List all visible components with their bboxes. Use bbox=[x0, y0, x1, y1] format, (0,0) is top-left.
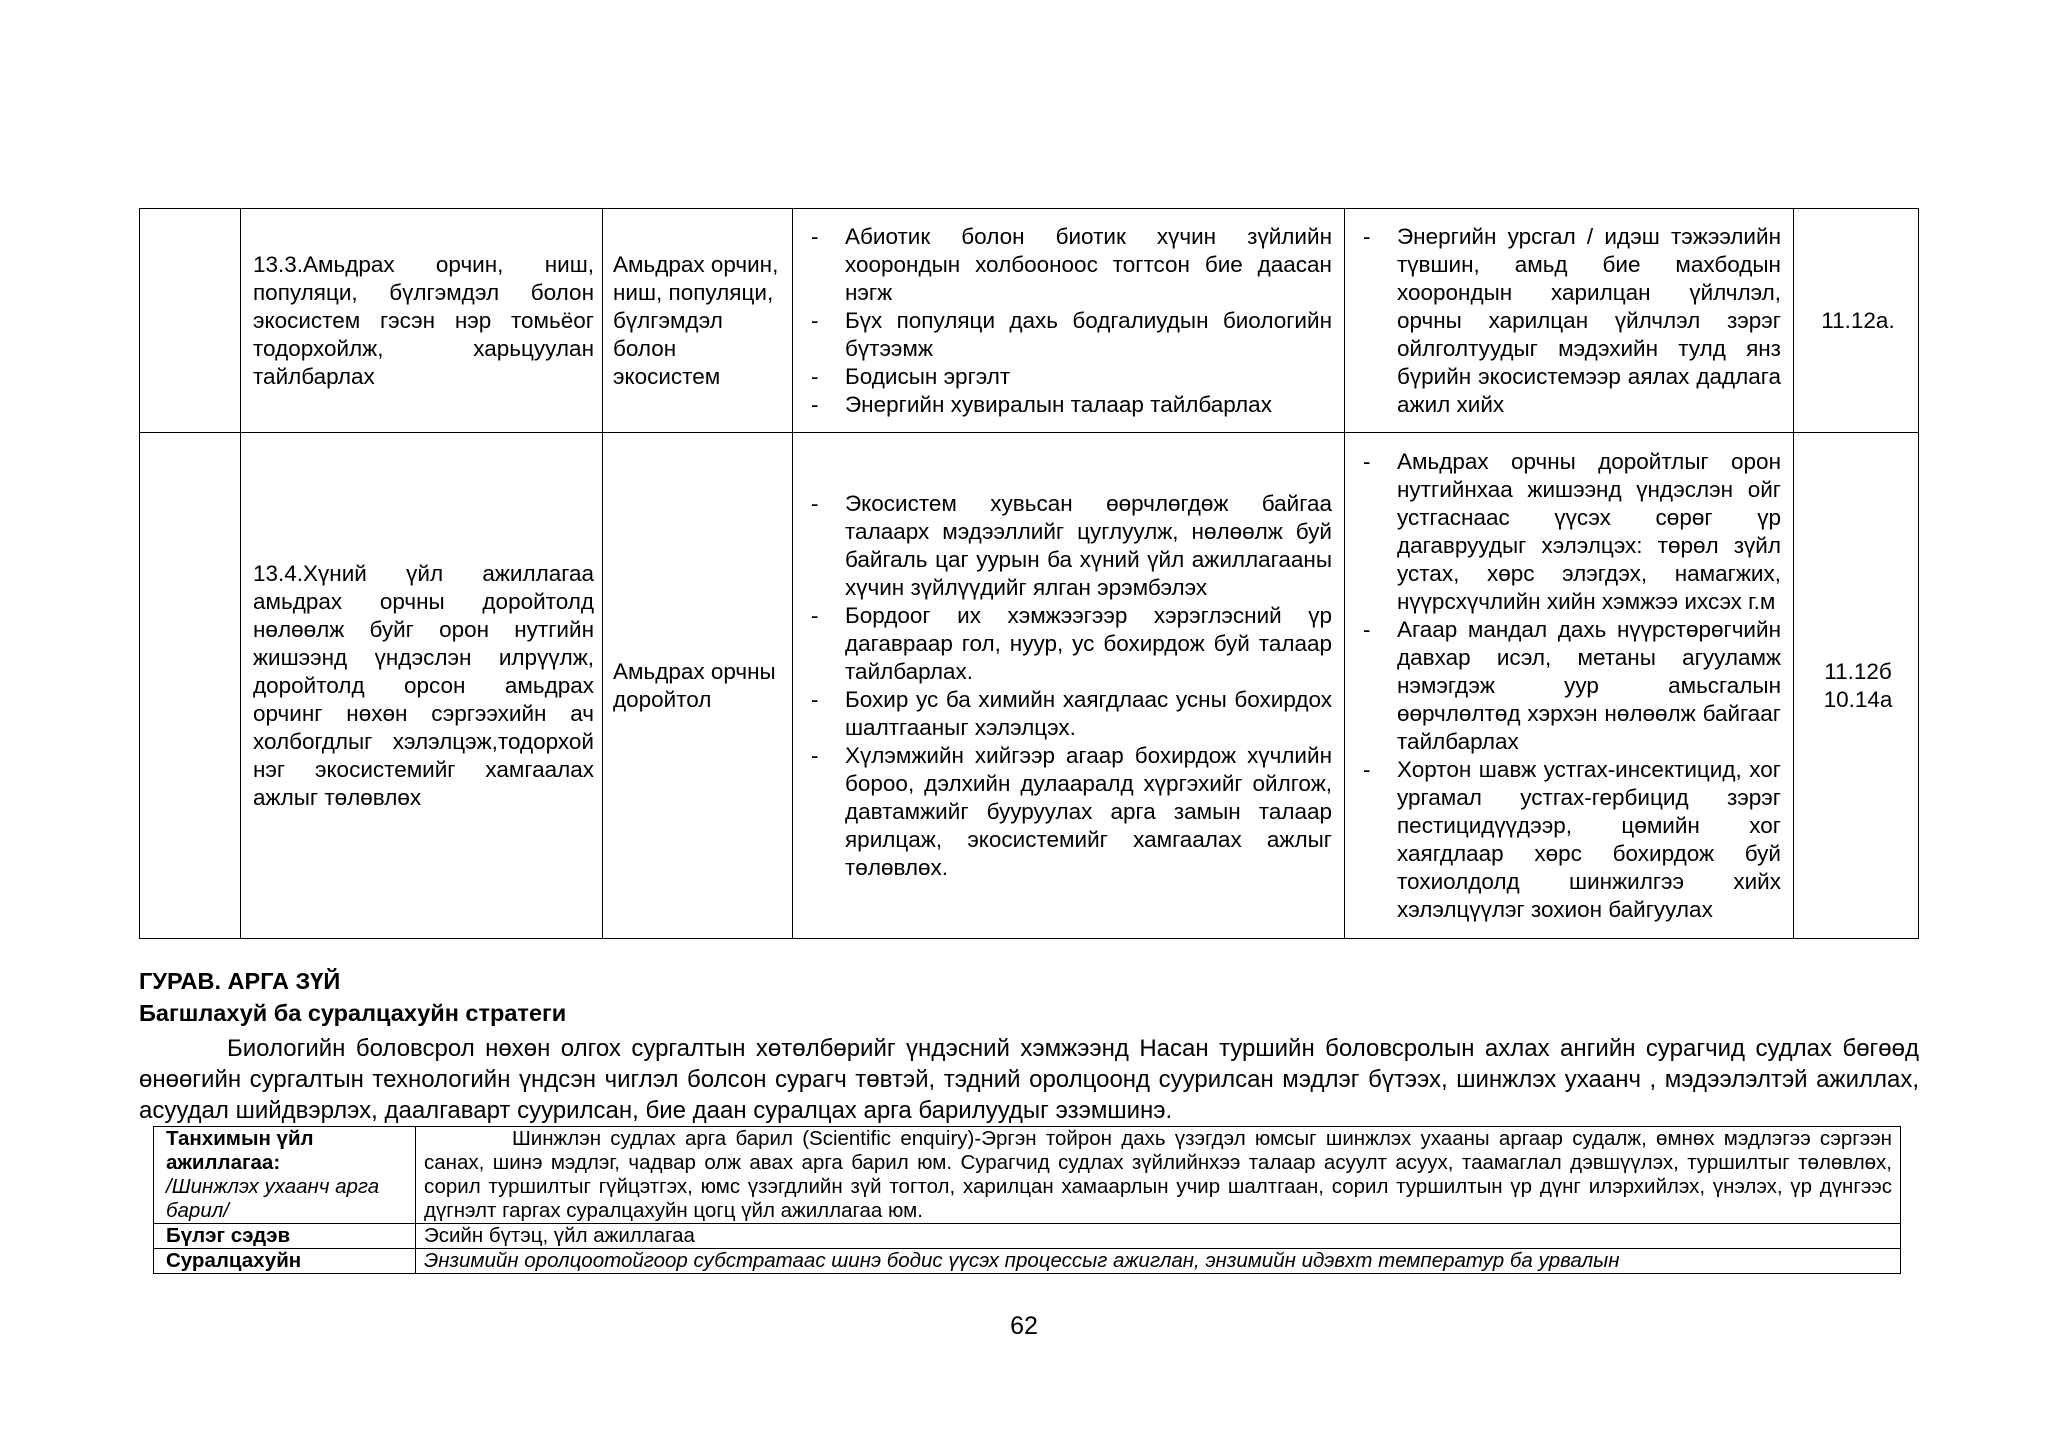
unit-label: Бүлэг сэдэв bbox=[166, 1224, 291, 1247]
activities-cell bbox=[1345, 209, 1794, 433]
topic-text: Амьдрах орчны доройтол bbox=[613, 658, 776, 712]
section-subheading: Багшлахуй ба суралцахуйн стратеги bbox=[139, 1000, 567, 1026]
table-row bbox=[154, 1127, 1901, 1224]
list-item: - Бодисын эргэлт bbox=[807, 363, 1332, 391]
content-list bbox=[807, 223, 1332, 419]
list-item: - Энергийн урсгал / идэш тэжээлийн түвшин, амьд бие махбодын хоорондын харилцан үйлчлэл, орчны харилцан үйлчлэл зэрэг ойлголтуудыг мэдэхийн тулд янз бүрийн экосистемээр аялах дадлага ажил хийх bbox=[1359, 223, 1781, 419]
activities-list bbox=[1359, 223, 1781, 419]
list-item: - Экосистем хувьсан өөрчлөгдөж байгаа талаарх мэдээллийг цуглуулж, нөлөөлж буй байгаль цаг уурын ба хүний үйл ажиллагааны хүчин зүйлүүдийг ялган эрэмбэлэх bbox=[807, 490, 1332, 602]
list-item: - Хортон шавж устгах-инсектицид, хог ургамал устгах-гербицид зэрэг пестицидүүдээр, цөмийн хог хаягдлаар хөрс бохирдож буй тохиолдолд шинжилгээ хийх хэлэлцүүлэг зохион байгуулах bbox=[1359, 756, 1781, 924]
list-item: - Бүх популяци дахь бодгалиудын биологийн бүтээмж bbox=[807, 307, 1332, 363]
list-item: - Амьдрах орчны доройтлыг орон нутгийнхаа жишээнд үндэслэн ойг устгаснаас үүсэх сөрөг үр дагавруудыг хэлэлцэх: төрөл зүйл устах, хөрс элэгдэх, намагжих, нүүрсхүчлийн хийн хэмжээ ихсэх г.м bbox=[1359, 448, 1781, 616]
topic-text: Амьдрах орчин, ниш, популяци, бүлгэмдэл болон экосистем bbox=[613, 251, 779, 389]
list-item: - Хүлэмжийн хийгээр агаар бохирдож хүчлийн бороо, дэлхийн дулааралд хүргэхийг ойлгож, давтамжийг бууруулах арга замын талаар ярилцаж, экосистемийг хамгаалах ажлыг төлөвлөх. bbox=[807, 742, 1332, 882]
list-item: - Агаар мандал дахь нүүрстөрөгчийн давхар исэл, метаны агууламж нэмэгдэж уур амьсгалын өөрчлөлтөд хэрхэн нөлөөлж байгааг тайлбарлах bbox=[1359, 616, 1781, 756]
list-item: - Бохир ус ба химийн хаягдлаас усны бохирдох шалтгааныг хэлэлцэх. bbox=[807, 686, 1332, 742]
list-item: - Бордоог их хэмжээгээр хэрэглэсний үр дагавраар гол, нуур, ус бохирдож буй талаар тайлбарлах. bbox=[807, 602, 1332, 686]
method-table bbox=[153, 1126, 1901, 1274]
reference-text: 11.12а. bbox=[1821, 307, 1895, 333]
objective-cell bbox=[241, 433, 603, 939]
unit-label-cell bbox=[154, 1224, 416, 1249]
empty-cell bbox=[140, 433, 241, 939]
learning-label-cell bbox=[154, 1249, 416, 1274]
curriculum-table bbox=[139, 208, 1919, 939]
learning-text: Энзимийн оролцоотойгоор субстратаас шинэ бодис үүсэх процессыг ажиглан, энзимийн идэвхт температур ба урвалын bbox=[424, 1249, 1620, 1272]
activity-label: Танхимын үйл ажиллагаа: bbox=[166, 1127, 314, 1174]
reference-cell bbox=[1794, 433, 1919, 939]
learning-text-cell bbox=[416, 1249, 1901, 1274]
reference-text: 11.12б bbox=[1824, 658, 1892, 684]
page-number: 62 bbox=[1010, 1312, 1038, 1340]
objective-cell bbox=[241, 209, 603, 433]
reference-text: 10.14а bbox=[1823, 686, 1893, 712]
table-row bbox=[154, 1224, 1901, 1249]
content-cell bbox=[793, 209, 1345, 433]
activity-sublabel: /Шинжлэх ухаанч арга барил/ bbox=[166, 1175, 380, 1222]
table-row bbox=[140, 433, 1919, 939]
table-row bbox=[154, 1249, 1901, 1274]
content-cell bbox=[793, 433, 1345, 939]
objective-text: 13.3.Амьдрах орчин, ниш, популяци, бүлгэмдэл болон экосистем гэсэн нэр томьёог тодорхойлж, харьцуулан тайлбарлах bbox=[253, 251, 594, 389]
list-item: - Абиотик болон биотик хүчин зүйлийн хоорондын холбооноос тогтсон бие даасан нэгж bbox=[807, 223, 1332, 307]
objective-text: 13.4.Хүний үйл ажиллагаа амьдрах орчны доройтолд нөлөөлж буйг орон нутгийн жишээнд үндэслэн илрүүлж, доройтолд орсон амьдрах орчинг нөхөн сэргээхийн ач холбогдлыг хэлэлцэж,тодорхой нэг экосистемийг хамгаалах ажлыг төлөвлөх bbox=[253, 560, 594, 810]
reference-cell bbox=[1794, 209, 1919, 433]
learning-label: Суралцахуйн bbox=[166, 1249, 302, 1272]
unit-text: Эсийн бүтэц, үйл ажиллагаа bbox=[424, 1224, 695, 1247]
activity-description: Шинжлэн судлах арга барил (Scientific enquiry)-Эргэн тойрон дахь үзэгдэл юмсыг шинжлэх ухааны аргаар судалж, өмнөх мэдлэгээ сэргээн санах, шинэ мэдлэг, чадвар олж авах арга барил юм. Сурагчид судлах зүйлийнхээ талаар асуулт асуух, таамаглал дэвшүүлэх, туршилтыг төлөвлөх, сорил туршилтыг гүйцэтгэх, юмс үзэгдлийн зүй тогтол, харилцан хамаарлын учир шалтгаан, сорил туршилтын үр дүнг илэрхийлэх, үнэлэх, үр дүнгээс дүгнэлт гаргах суралцахуйн цогц үйл ажиллагаа юм. bbox=[424, 1127, 1892, 1222]
activity-label-cell bbox=[154, 1127, 416, 1224]
activities-list bbox=[1359, 448, 1781, 924]
empty-cell bbox=[140, 209, 241, 433]
content-list bbox=[807, 490, 1332, 882]
section-heading: ГУРАВ. АРГА ЗҮЙ bbox=[139, 968, 341, 994]
unit-text-cell bbox=[416, 1224, 1901, 1249]
intro-paragraph: Биологийн боловсрол нөхөн олгох сургалтын хөтөлбөрийг үндэсний хэмжээнд Насан туршийн боловсролын ахлах ангийн сурагчид судлах бөгөөд өнөөгийн сургалтын технологийн үндсэн чиглэл болсон сурагч төвтэй, тэдний оролцоонд суурилсан мэдлэг бүтээх, шинжлэх ухаанч , мэдээлэлтэй ажиллах, асуудал шийдвэрлэх, даалгаварт суурилсан, бие даан суралцах арга барилуудыг эзэмшинэ. bbox=[139, 1035, 1919, 1124]
topic-cell bbox=[603, 209, 793, 433]
topic-cell bbox=[603, 433, 793, 939]
list-item: - Энергийн хувиралын талаар тайлбарлах bbox=[807, 391, 1332, 419]
activity-text-cell bbox=[416, 1127, 1901, 1224]
table-row bbox=[140, 209, 1919, 433]
activities-cell bbox=[1345, 433, 1794, 939]
